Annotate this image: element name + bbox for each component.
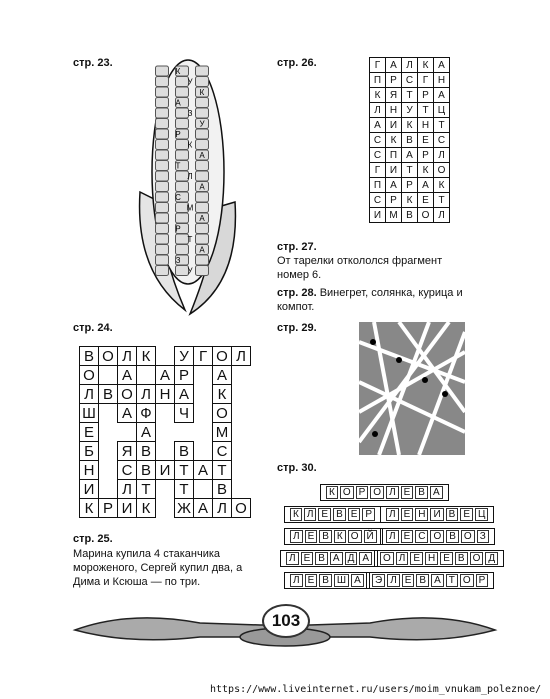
corn-letter: У (187, 77, 193, 87)
corn-kernel (196, 266, 209, 276)
grid-cell: К (402, 118, 418, 133)
word-letter: Е (440, 552, 453, 565)
crossword-cell (232, 423, 251, 442)
word-letter: Н (415, 508, 428, 521)
corn-letter: А (175, 98, 181, 108)
corn-letter: У (199, 119, 205, 129)
crossword-cell (118, 423, 137, 442)
corn-letter: С (175, 193, 181, 202)
crossword-cell: Р (99, 499, 118, 518)
crossword-cell: М (213, 423, 232, 442)
word-letter: О (470, 552, 484, 565)
grid-cell: С (434, 133, 450, 148)
grid-cell: Р (402, 178, 418, 193)
crossword-cell: В (80, 347, 99, 366)
grid-cell: С (370, 193, 386, 208)
corn-kernel (196, 171, 209, 181)
word-letter: Д (485, 552, 498, 565)
word-letter: О (340, 486, 354, 499)
crossword-cell: Г (194, 347, 213, 366)
word-letter: А (359, 552, 372, 565)
corn-illustration (130, 52, 245, 322)
grid-cell: К (386, 133, 402, 148)
grid-cell: С (370, 133, 386, 148)
corn-kernel (156, 161, 169, 171)
corn-kernel (196, 234, 209, 244)
word-box (374, 550, 504, 567)
grid-cell: Н (434, 73, 450, 88)
word-letter: Е (305, 530, 318, 543)
corn-kernel (176, 108, 189, 118)
crossword-cell: А (137, 423, 156, 442)
crossword-cell: Т (213, 461, 232, 480)
word-letter: Л (386, 486, 399, 499)
corn-kernel (176, 245, 189, 255)
word-letter: Е (402, 574, 415, 587)
corn-letter: К (175, 67, 181, 76)
corn-kernel (156, 192, 169, 202)
word-letter: В (446, 508, 459, 521)
crossword-cell: В (137, 442, 156, 461)
crossword-cell (232, 404, 251, 423)
corn-kernel (156, 234, 169, 244)
word-letter: О (430, 530, 444, 543)
crossword-cell: Р (175, 366, 194, 385)
crossword-cell: Л (137, 385, 156, 404)
word-letter: З (477, 530, 489, 543)
word-letter: Е (401, 530, 414, 543)
word-letter: Т (446, 574, 458, 587)
crossword-cell (156, 347, 175, 366)
word-letter: Н (425, 552, 438, 565)
word-letter: А (351, 574, 364, 587)
crossword-cell: Л (118, 347, 137, 366)
crossword-cell (232, 461, 251, 480)
word-box (284, 572, 370, 589)
corn-letter: А (199, 245, 205, 255)
crossword-cell: О (213, 404, 232, 423)
grid-cell: Н (418, 118, 434, 133)
grid-cell: Е (418, 193, 434, 208)
grid-cell: Л (402, 58, 418, 73)
crossword-cell: К (80, 499, 99, 518)
word-letter: В (319, 530, 332, 543)
crossword-p24 (79, 346, 251, 518)
word-letter: В (333, 508, 346, 521)
grid-cell: Л (434, 148, 450, 163)
corn-kernel (196, 203, 209, 213)
corn-kernel (156, 140, 169, 150)
word-letter: О (460, 574, 474, 587)
word-letter: Ш (334, 574, 349, 587)
crossword-cell (99, 423, 118, 442)
crossword-cell: Н (80, 461, 99, 480)
corn-letter: К (187, 140, 193, 150)
crossword-cell (232, 442, 251, 461)
crossword-cell: К (137, 499, 156, 518)
corn-letter: А (199, 214, 205, 223)
grid-cell: А (434, 88, 450, 103)
word-box (284, 506, 381, 523)
corn-letter: У (187, 266, 193, 276)
corn-kernel (156, 213, 169, 223)
word-letter: Л (386, 530, 399, 543)
label-p26: стр. 26. (277, 57, 317, 69)
corn-letter: А (199, 151, 205, 160)
grid-cell: О (434, 163, 450, 178)
word-letter: Р (476, 574, 489, 587)
word-letter: С (415, 530, 428, 543)
grid-cell: Г (418, 73, 434, 88)
corn-kernel (156, 182, 169, 192)
word-letter: А (430, 486, 443, 499)
word-letter: Л (396, 552, 409, 565)
grid-cell: Л (370, 103, 386, 118)
word-letter: Е (318, 508, 331, 521)
crossword-cell: С (118, 461, 137, 480)
word-letter: О (370, 486, 384, 499)
crossword-cell (232, 480, 251, 499)
word-letter: Е (348, 508, 361, 521)
word-letter: Л (304, 508, 317, 521)
crossword-cell (156, 499, 175, 518)
corn-kernel (156, 119, 169, 129)
word-letter: К (334, 530, 346, 543)
crossword-cell (99, 404, 118, 423)
crossword-cell (194, 480, 213, 499)
grid-cell: Я (386, 88, 402, 103)
crossword-cell (232, 366, 251, 385)
corn-kernel (196, 108, 209, 118)
corn-kernel (176, 87, 189, 97)
corn-letter: З (187, 109, 193, 118)
crossword-cell (194, 423, 213, 442)
corn-kernel (156, 87, 169, 97)
corn-letter: Р (175, 224, 181, 234)
grid-cell: Т (418, 103, 434, 118)
crossword-cell: О (213, 347, 232, 366)
crossword-cell: А (194, 461, 213, 480)
corn-letter: Т (187, 235, 193, 244)
word-letter: К (326, 486, 338, 499)
word-box (380, 528, 495, 545)
word-letter: А (330, 552, 343, 565)
label-p28: стр. 28. (277, 287, 317, 299)
word-letter: Е (301, 552, 314, 565)
crossword-cell: О (99, 347, 118, 366)
corn-kernel (196, 255, 209, 265)
grid-cell: Е (418, 133, 434, 148)
grid-cell: А (386, 178, 402, 193)
word-letter: Е (305, 574, 318, 587)
word-box (380, 506, 494, 523)
word-letter: Л (387, 574, 400, 587)
grid-cell: Т (402, 163, 418, 178)
word-letter: Р (362, 508, 375, 521)
crossword-cell: К (213, 385, 232, 404)
answer-p28 (277, 286, 477, 314)
word-letter: В (315, 552, 328, 565)
grid-cell: С (370, 148, 386, 163)
grid-cell: П (370, 178, 386, 193)
corn-kernel (176, 234, 189, 244)
page-number: 103 (262, 604, 310, 638)
word-letter: Е (460, 508, 473, 521)
corn-letter: М (186, 203, 194, 213)
crossword-cell: Я (118, 442, 137, 461)
word-letter: Л (286, 552, 299, 565)
grid-cell: Г (370, 163, 386, 178)
crossword-cell (194, 366, 213, 385)
grid-cell: Т (402, 88, 418, 103)
corn-kernel (176, 150, 189, 160)
corn-letter: Т (175, 161, 181, 171)
crossword-cell: Т (175, 461, 194, 480)
text-p28: Винегрет, солянка, курица и компот. (277, 287, 463, 313)
crossword-cell: Ш (80, 404, 99, 423)
grid-cell: Ц (434, 103, 450, 118)
crossword-cell: В (175, 442, 194, 461)
corn-kernel (156, 245, 169, 255)
crossword-cell: Ж (175, 499, 194, 518)
crossword-cell: Б (80, 442, 99, 461)
grid-cell: К (418, 58, 434, 73)
label-p27: стр. 27. (277, 241, 317, 253)
grid-cell: Р (418, 148, 434, 163)
word-letter: В (415, 486, 428, 499)
grid-cell: А (402, 148, 418, 163)
crossword-cell: В (99, 385, 118, 404)
grid-cell: М (386, 208, 402, 223)
grid-cell: А (386, 58, 402, 73)
crossword-cell (99, 480, 118, 499)
word-box (284, 528, 383, 545)
grid-cell: А (370, 118, 386, 133)
grid-cell: К (402, 193, 418, 208)
word-box (320, 484, 449, 501)
crossword-cell: К (137, 347, 156, 366)
crossword-cell: В (213, 480, 232, 499)
corn-kernel (196, 98, 209, 108)
grid-cell: Р (386, 73, 402, 88)
word-letter: А (431, 574, 444, 587)
crossword-cell: А (118, 366, 137, 385)
corn-kernel (196, 224, 209, 234)
crossword-cell: Ф (137, 404, 156, 423)
crossword-cell: Л (232, 347, 251, 366)
grid-cell: У (402, 103, 418, 118)
crossword-cell (99, 366, 118, 385)
grid-cell: В (402, 208, 418, 223)
grid-cell: А (434, 58, 450, 73)
crossword-cell: Ч (175, 404, 194, 423)
corn-kernel (156, 66, 169, 76)
grid-cell: П (386, 148, 402, 163)
word-letter: В (446, 530, 459, 543)
grid-cell: П (370, 73, 386, 88)
corn-kernel (156, 171, 169, 181)
corn-letter: А (199, 182, 205, 192)
corn-letter: З (175, 256, 181, 265)
corn-letter: К (199, 88, 205, 97)
crossword-cell (156, 423, 175, 442)
corn-kernel (176, 140, 189, 150)
word-letter: Р (356, 486, 369, 499)
letter-grid-p26 (369, 57, 450, 223)
corn-kernel (196, 140, 209, 150)
corn-kernel (176, 119, 189, 129)
corn-kernel (156, 255, 169, 265)
word-letter: Л (290, 574, 303, 587)
crossword-cell: И (156, 461, 175, 480)
label-p29: стр. 29. (277, 322, 317, 334)
crossword-cell: О (232, 499, 251, 518)
corn-letter: Л (187, 172, 193, 181)
grid-cell: К (370, 88, 386, 103)
word-letter: В (455, 552, 468, 565)
text-p25: Марина купила 4 стаканчика мороженого, Сергей купил два, а Дима и Ксюша — по три. (73, 548, 243, 588)
word-letter: В (416, 574, 429, 587)
crossword-cell: Т (137, 480, 156, 499)
grid-cell: Г (370, 58, 386, 73)
word-letter: Л (386, 508, 399, 521)
grid-cell: И (386, 163, 402, 178)
grid-cell: В (402, 133, 418, 148)
crossword-cell: А (213, 366, 232, 385)
line-puzzle-p29 (359, 322, 465, 455)
crossword-cell (194, 442, 213, 461)
grid-cell: Р (386, 193, 402, 208)
crossword-cell (175, 423, 194, 442)
text-p27: От тарелки откололся фрагмент номер 6. (277, 255, 443, 281)
crossword-cell: В (137, 461, 156, 480)
crossword-cell: А (194, 499, 213, 518)
grid-cell: Н (386, 103, 402, 118)
word-letter: Л (290, 530, 303, 543)
crossword-cell: О (80, 366, 99, 385)
crossword-cell: С (213, 442, 232, 461)
corn-kernel (196, 161, 209, 171)
crossword-cell (99, 442, 118, 461)
crossword-cell (156, 480, 175, 499)
grid-cell: Р (418, 88, 434, 103)
word-letter: Е (401, 508, 414, 521)
crossword-cell (194, 385, 213, 404)
word-letter: О (348, 530, 362, 543)
word-letter: В (319, 574, 332, 587)
corn-kernel (156, 150, 169, 160)
word-letter: И (430, 508, 443, 521)
corn-kernel (176, 182, 189, 192)
word-letter: Д (345, 552, 358, 565)
grid-cell: А (418, 178, 434, 193)
corn-kernel (196, 129, 209, 139)
crossword-cell: И (80, 480, 99, 499)
crossword-cell: О (118, 385, 137, 404)
corn-kernel (156, 129, 169, 139)
crossword-cell: У (175, 347, 194, 366)
word-letter: К (290, 508, 302, 521)
word-box (366, 572, 494, 589)
crossword-cell: Т (175, 480, 194, 499)
crossword-cell: Л (80, 385, 99, 404)
grid-cell: Л (434, 208, 450, 223)
corn-kernel (156, 77, 169, 87)
answer-p27 (277, 240, 477, 282)
crossword-cell: Л (118, 480, 137, 499)
crossword-cell: Л (213, 499, 232, 518)
word-letter: О (461, 530, 475, 543)
crossword-cell: И (118, 499, 137, 518)
crossword-cell: А (118, 404, 137, 423)
word-letter: Э (372, 574, 385, 587)
crossword-cell (156, 442, 175, 461)
crossword-cell: Е (80, 423, 99, 442)
crossword-cell (137, 366, 156, 385)
corn-kernel (156, 98, 169, 108)
word-letter: Е (401, 486, 414, 499)
label-p23: стр. 23. (73, 57, 113, 69)
label-p24: стр. 24. (73, 322, 113, 334)
grid-cell: Т (434, 118, 450, 133)
corn-kernel (156, 266, 169, 276)
source-url[interactable]: https://www.liveinternet.ru/users/moim_vnukam_poleznoe/ (210, 684, 542, 695)
grid-cell: И (370, 208, 386, 223)
crossword-cell: Н (156, 385, 175, 404)
corn-kernel (196, 66, 209, 76)
grid-cell: К (434, 178, 450, 193)
corn-letter: Р (175, 130, 181, 139)
corn-kernel (196, 192, 209, 202)
corn-kernel (156, 108, 169, 118)
crossword-cell: А (175, 385, 194, 404)
corn-kernel (196, 77, 209, 87)
grid-cell: О (418, 208, 434, 223)
grid-cell: И (386, 118, 402, 133)
word-box (280, 550, 378, 567)
word-letter: Й (364, 530, 377, 543)
crossword-cell: А (156, 366, 175, 385)
corn-kernel (156, 224, 169, 234)
label-p25: стр. 25. (73, 533, 113, 545)
word-letter: О (380, 552, 394, 565)
grid-cell: Т (434, 193, 450, 208)
word-letter: Е (410, 552, 423, 565)
corn-kernel (176, 213, 189, 223)
crossword-cell (156, 404, 175, 423)
crossword-cell (232, 385, 251, 404)
crossword-cell (194, 404, 213, 423)
grid-cell: С (402, 73, 418, 88)
grid-cell: К (418, 163, 434, 178)
crossword-cell (99, 461, 118, 480)
label-p30: стр. 30. (277, 462, 317, 474)
word-letter: Ц (475, 508, 488, 521)
corn-kernel (156, 203, 169, 213)
